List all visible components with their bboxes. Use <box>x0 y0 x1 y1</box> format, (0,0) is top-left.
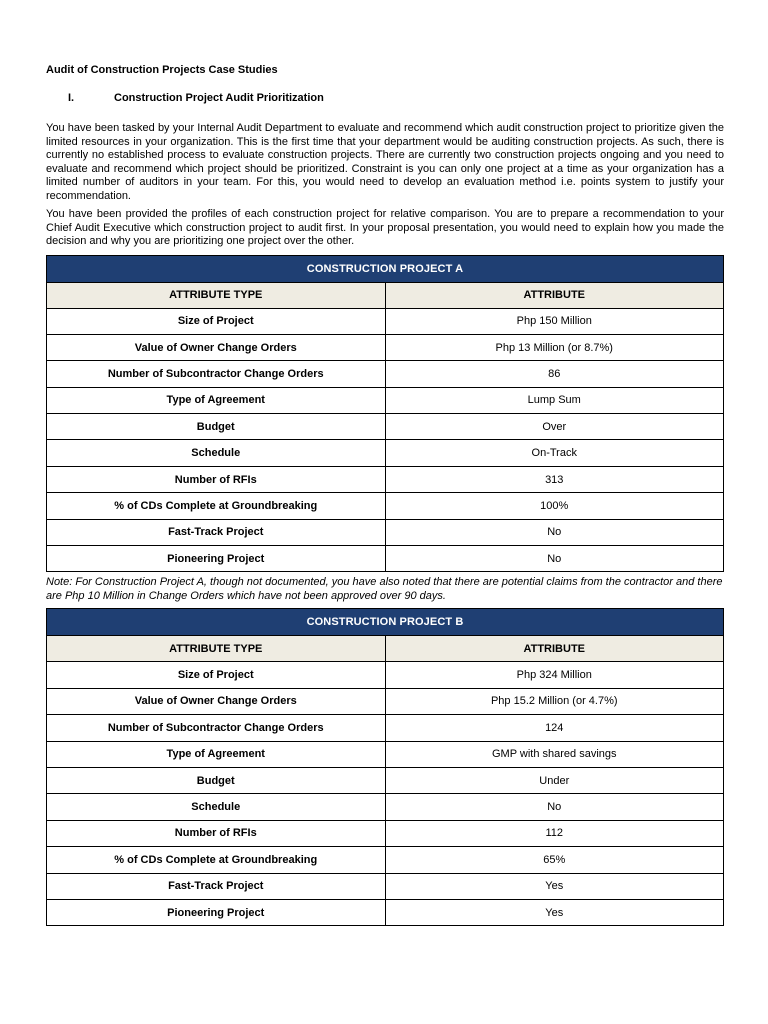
attribute-value-cell: 124 <box>385 715 724 741</box>
table-header-row <box>47 636 724 662</box>
attribute-type-cell: Type of Agreement <box>47 387 386 413</box>
attribute-value-cell: On-Track <box>385 440 724 466</box>
table-row <box>47 767 724 793</box>
table-row <box>47 387 724 413</box>
project-a-title: CONSTRUCTION PROJECT A <box>47 255 724 282</box>
attribute-value-cell: Lump Sum <box>385 387 724 413</box>
attribute-value-cell: GMP with shared savings <box>385 741 724 767</box>
document-title: Audit of Construction Projects Case Studies <box>46 64 278 76</box>
table-row <box>47 308 724 334</box>
table-row <box>47 820 724 846</box>
attribute-type-cell: Size of Project <box>47 308 386 334</box>
column-header-attribute: ATTRIBUTE <box>385 282 724 308</box>
attribute-value-cell: Over <box>385 414 724 440</box>
section-number: I. <box>68 92 75 104</box>
section-heading <box>46 90 724 106</box>
attribute-value-cell: 86 <box>385 361 724 387</box>
table-header-row <box>47 282 724 308</box>
attribute-type-cell: Value of Owner Change Orders <box>47 334 386 360</box>
attribute-type-cell: Number of Subcontractor Change Orders <box>47 361 386 387</box>
document-page <box>46 62 724 926</box>
project-b-rows <box>47 662 724 926</box>
table-row <box>47 466 724 492</box>
column-header-attribute: ATTRIBUTE <box>385 636 724 662</box>
attribute-value-cell: No <box>385 546 724 572</box>
attribute-value-cell: No <box>385 794 724 820</box>
table-row <box>47 414 724 440</box>
attribute-value-cell: Yes <box>385 899 724 925</box>
table-row <box>47 440 724 466</box>
attribute-type-cell: Fast-Track Project <box>47 873 386 899</box>
project-b-table <box>46 608 724 926</box>
attribute-value-cell: Under <box>385 767 724 793</box>
attribute-value-cell: Php 13 Million (or 8.7%) <box>385 334 724 360</box>
attribute-value-cell: 65% <box>385 847 724 873</box>
attribute-type-cell: Schedule <box>47 440 386 466</box>
table-row <box>47 715 724 741</box>
table-row <box>47 662 724 688</box>
attribute-type-cell: Pioneering Project <box>47 899 386 925</box>
project-a-table <box>46 255 724 573</box>
section-heading-text: Construction Project Audit Prioritization <box>114 92 324 104</box>
attribute-value-cell: Php 324 Million <box>385 662 724 688</box>
attribute-type-cell: Number of RFIs <box>47 466 386 492</box>
table-row <box>47 899 724 925</box>
attribute-value-cell: 313 <box>385 466 724 492</box>
project-b-title: CONSTRUCTION PROJECT B <box>47 609 724 636</box>
attribute-type-cell: Schedule <box>47 794 386 820</box>
table-row <box>47 334 724 360</box>
attribute-type-cell: Type of Agreement <box>47 741 386 767</box>
instructions-paragraph: You have been provided the profiles of each construction project for relative comparison. You are to prepare a recommendation to your Chief Audit Executive which construction project to audit first. In your proposal presentation, you would need to explain how you made the decision and why you are prioritizing one project over the other. <box>46 208 724 247</box>
attribute-type-cell: Size of Project <box>47 662 386 688</box>
project-a-note: Note: For Construction Project A, though not documented, you have also noted that there are potential claims from the contractor and there are Php 10 Million in Change Orders which have not been approved over 90 days. <box>46 576 723 602</box>
table-row <box>47 546 724 572</box>
attribute-type-cell: Budget <box>47 414 386 440</box>
table-row <box>47 519 724 545</box>
attribute-type-cell: % of CDs Complete at Groundbreaking <box>47 493 386 519</box>
intro-paragraph: You have been tasked by your Internal Audit Department to evaluate and recommend which audit construction project to prioritize given the limited resources in your organization. This is the first time that your department would be auditing construction projects. As such, there is currently no established process to evaluate construction projects. There are currently two construction projects ongoing and you need to evaluate and recommend which project should be prioritized. Constraint is you can only one project at a time as your organization has a limited number of auditors in your team. For this, you would need to develop an evaluation method i.e. points system to justify your recommendation. <box>46 122 724 202</box>
attribute-type-cell: Number of Subcontractor Change Orders <box>47 715 386 741</box>
attribute-value-cell: Php 150 Million <box>385 308 724 334</box>
attribute-type-cell: Pioneering Project <box>47 546 386 572</box>
table-title-row <box>47 255 724 282</box>
attribute-value-cell: Yes <box>385 873 724 899</box>
table-row <box>47 361 724 387</box>
attribute-value-cell: No <box>385 519 724 545</box>
attribute-value-cell: Php 15.2 Million (or 4.7%) <box>385 688 724 714</box>
attribute-value-cell: 112 <box>385 820 724 846</box>
table-row <box>47 794 724 820</box>
attribute-type-cell: Value of Owner Change Orders <box>47 688 386 714</box>
column-header-attribute-type: ATTRIBUTE TYPE <box>47 282 386 308</box>
attribute-type-cell: Fast-Track Project <box>47 519 386 545</box>
table-row <box>47 741 724 767</box>
attribute-type-cell: % of CDs Complete at Groundbreaking <box>47 847 386 873</box>
column-header-attribute-type: ATTRIBUTE TYPE <box>47 636 386 662</box>
table-row <box>47 493 724 519</box>
table-row <box>47 873 724 899</box>
table-row <box>47 847 724 873</box>
attribute-type-cell: Budget <box>47 767 386 793</box>
project-a-rows <box>47 308 724 572</box>
table-title-row <box>47 609 724 636</box>
attribute-type-cell: Number of RFIs <box>47 820 386 846</box>
attribute-value-cell: 100% <box>385 493 724 519</box>
table-row <box>47 688 724 714</box>
